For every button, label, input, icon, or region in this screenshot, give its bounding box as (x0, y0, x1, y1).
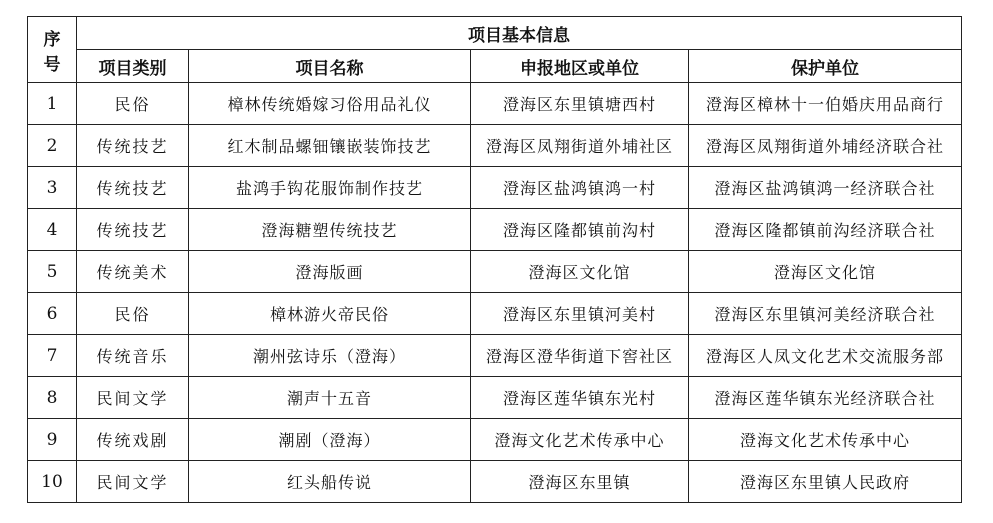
seq-header (28, 17, 77, 83)
row-area: 澄海区东里镇塘西村 (471, 83, 689, 125)
row-protection-unit: 澄海区东里镇河美经济联合社 (689, 293, 962, 335)
row-project-name: 樟林传统婚嫁习俗用品礼仪 (189, 83, 471, 125)
row-project-name: 盐鸿手钩花服饰制作技艺 (189, 167, 471, 209)
row-area: 澄海区莲华镇东光村 (471, 377, 689, 419)
row-project-name: 澄海糖塑传统技艺 (189, 209, 471, 251)
row-project-name: 澄海版画 (189, 251, 471, 293)
seq-header-char-2: 号 (43, 54, 61, 75)
table-row (28, 419, 962, 461)
row-number: 4 (28, 209, 77, 251)
row-number: 1 (28, 83, 77, 125)
row-protection-unit: 澄海区莲华镇东光经济联合社 (689, 377, 962, 419)
row-area: 澄海区东里镇 (471, 461, 689, 503)
row-area: 澄海区隆都镇前沟村 (471, 209, 689, 251)
column-header-name: 项目名称 (189, 50, 471, 83)
heritage-project-table (27, 16, 962, 503)
row-number: 5 (28, 251, 77, 293)
row-protection-unit: 澄海区盐鸿镇鸿一经济联合社 (689, 167, 962, 209)
row-category: 传统技艺 (77, 167, 189, 209)
row-category: 传统音乐 (77, 335, 189, 377)
row-area: 澄海区东里镇河美村 (471, 293, 689, 335)
table-row (28, 251, 962, 293)
row-protection-unit: 澄海区樟林十一伯婚庆用品商行 (689, 83, 962, 125)
row-area: 澄海区文化馆 (471, 251, 689, 293)
table-row (28, 293, 962, 335)
row-protection-unit: 澄海区隆都镇前沟经济联合社 (689, 209, 962, 251)
table-row (28, 335, 962, 377)
row-category: 传统技艺 (77, 209, 189, 251)
group-header: 项目基本信息 (77, 17, 962, 50)
row-project-name: 樟林游火帝民俗 (189, 293, 471, 335)
row-project-name: 潮声十五音 (189, 377, 471, 419)
row-category: 民俗 (77, 293, 189, 335)
column-header-category: 项目类别 (77, 50, 189, 83)
row-number: 3 (28, 167, 77, 209)
row-category: 传统美术 (77, 251, 189, 293)
row-project-name: 潮剧（澄海） (189, 419, 471, 461)
row-area: 澄海区盐鸿镇鸿一村 (471, 167, 689, 209)
row-protection-unit: 澄海区人凤文化艺术交流服务部 (689, 335, 962, 377)
row-area: 澄海文化艺术传承中心 (471, 419, 689, 461)
column-header-area: 申报地区或单位 (471, 50, 689, 83)
row-number: 10 (28, 461, 77, 503)
row-category: 民间文学 (77, 461, 189, 503)
column-header-unit: 保护单位 (689, 50, 962, 83)
row-area: 澄海区澄华街道下窖社区 (471, 335, 689, 377)
table-row (28, 125, 962, 167)
table-row (28, 377, 962, 419)
row-protection-unit: 澄海区文化馆 (689, 251, 962, 293)
heritage-table-container (27, 16, 961, 503)
seq-header-char-1: 序 (43, 29, 61, 50)
table-row (28, 83, 962, 125)
row-area: 澄海区凤翔街道外埔社区 (471, 125, 689, 167)
row-category: 民俗 (77, 83, 189, 125)
table-row (28, 209, 962, 251)
row-protection-unit: 澄海文化艺术传承中心 (689, 419, 962, 461)
row-protection-unit: 澄海区东里镇人民政府 (689, 461, 962, 503)
row-category: 传统戏剧 (77, 419, 189, 461)
row-project-name: 红头船传说 (189, 461, 471, 503)
row-protection-unit: 澄海区凤翔街道外埔经济联合社 (689, 125, 962, 167)
row-category: 传统技艺 (77, 125, 189, 167)
row-number: 9 (28, 419, 77, 461)
table-row (28, 167, 962, 209)
row-number: 7 (28, 335, 77, 377)
row-number: 8 (28, 377, 77, 419)
table-row (28, 461, 962, 503)
row-category: 民间文学 (77, 377, 189, 419)
row-project-name: 潮州弦诗乐（澄海） (189, 335, 471, 377)
row-project-name: 红木制品螺钿镶嵌装饰技艺 (189, 125, 471, 167)
table-body (28, 83, 962, 503)
row-number: 6 (28, 293, 77, 335)
row-number: 2 (28, 125, 77, 167)
